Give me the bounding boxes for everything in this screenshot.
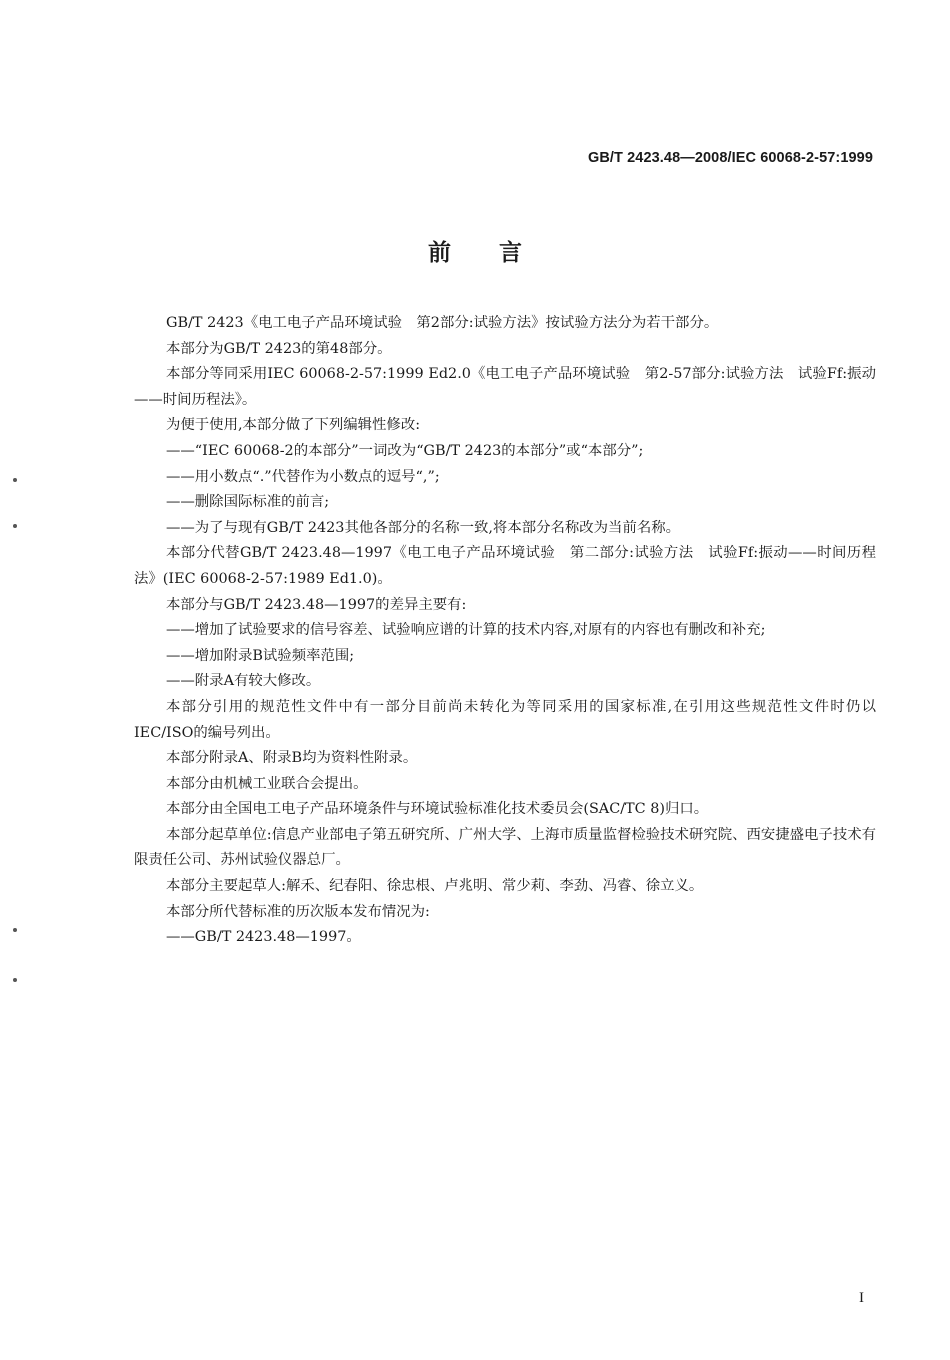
- paragraph: 本部分所代替标准的历次版本发布情况为:: [166, 903, 430, 920]
- standard-number: GB/T 2423.48—2008/IEC 60068-2-57:1999: [587, 150, 873, 166]
- page-number: I: [859, 1290, 864, 1306]
- list-item: ——“IEC 60068-2的本部分”一词改为“GB/T 2423的本部分”或“本部分”;: [166, 442, 644, 459]
- paragraph: 本部分引用的规范性文件中有一部分目前尚未转化为等同采用的国家标准,在引用这些规范性文件时仍以IEC/ISO的编号列出。: [134, 698, 876, 741]
- paragraph: 本部分等同采用IEC 60068-2-57:1999 Ed2.0《电工电子产品环境试验 第2-57部分:试验方法 试验Ff:振动——时间历程法》。: [134, 366, 876, 408]
- list-item: ——用小数点“.”代替作为小数点的逗号“,”;: [166, 468, 440, 485]
- list-item: ——附录A有较大修改。: [166, 673, 321, 690]
- list-item: ——删除国际标准的前言;: [166, 494, 330, 511]
- paragraph: 本部分附录A、附录B均为资料性附录。: [166, 750, 418, 767]
- paragraph: 本部分由全国电工电子产品环境条件与环境试验标准化技术委员会(SAC/TC 8)归口。: [166, 801, 709, 818]
- list-item: ——增加附录B试验频率范围;: [166, 647, 355, 664]
- scan-speck: [13, 478, 17, 482]
- paragraph: 本部分起草单位:信息产业部电子第五研究所、广州大学、上海市质量监督检验技术研究院、西安捷盛电子技术有限责任公司、苏州试验仪器总厂。: [134, 826, 876, 869]
- scan-speck: [13, 524, 17, 528]
- scan-speck: [13, 928, 17, 932]
- paragraph: 本部分为GB/T 2423的第48部分。: [166, 340, 392, 357]
- paragraph: 为便于使用,本部分做了下列编辑性修改:: [166, 417, 421, 434]
- list-item: ——GB/T 2423.48—1997。: [166, 929, 361, 946]
- paragraph: 本部分由机械工业联合会提出。: [166, 775, 368, 792]
- page-title: 前言: [428, 240, 570, 266]
- paragraph: GB/T 2423《电工电子产品环境试验 第2部分:试验方法》按试验方法分为若干部分。: [166, 315, 719, 331]
- paragraph: 本部分代替GB/T 2423.48—1997《电工电子产品环境试验 第二部分:试验方法 试验Ff:振动——时间历程法》(IEC 60068-2-57:1989 Ed1.0)。: [134, 545, 876, 587]
- paragraph: 本部分主要起草人:解禾、纪春阳、徐忠根、卢兆明、常少莉、李劲、冯睿、徐立义。: [166, 878, 704, 895]
- foreword-body: [134, 311, 876, 951]
- paragraph: 本部分与GB/T 2423.48—1997的差异主要有:: [166, 596, 467, 613]
- scan-speck: [13, 978, 17, 982]
- list-item: ——增加了试验要求的信号容差、试验响应谱的计算的技术内容,对原有的内容也有删改和补充;: [166, 622, 766, 639]
- list-item: ——为了与现有GB/T 2423其他各部分的名称一致,将本部分名称改为当前名称。: [166, 519, 681, 536]
